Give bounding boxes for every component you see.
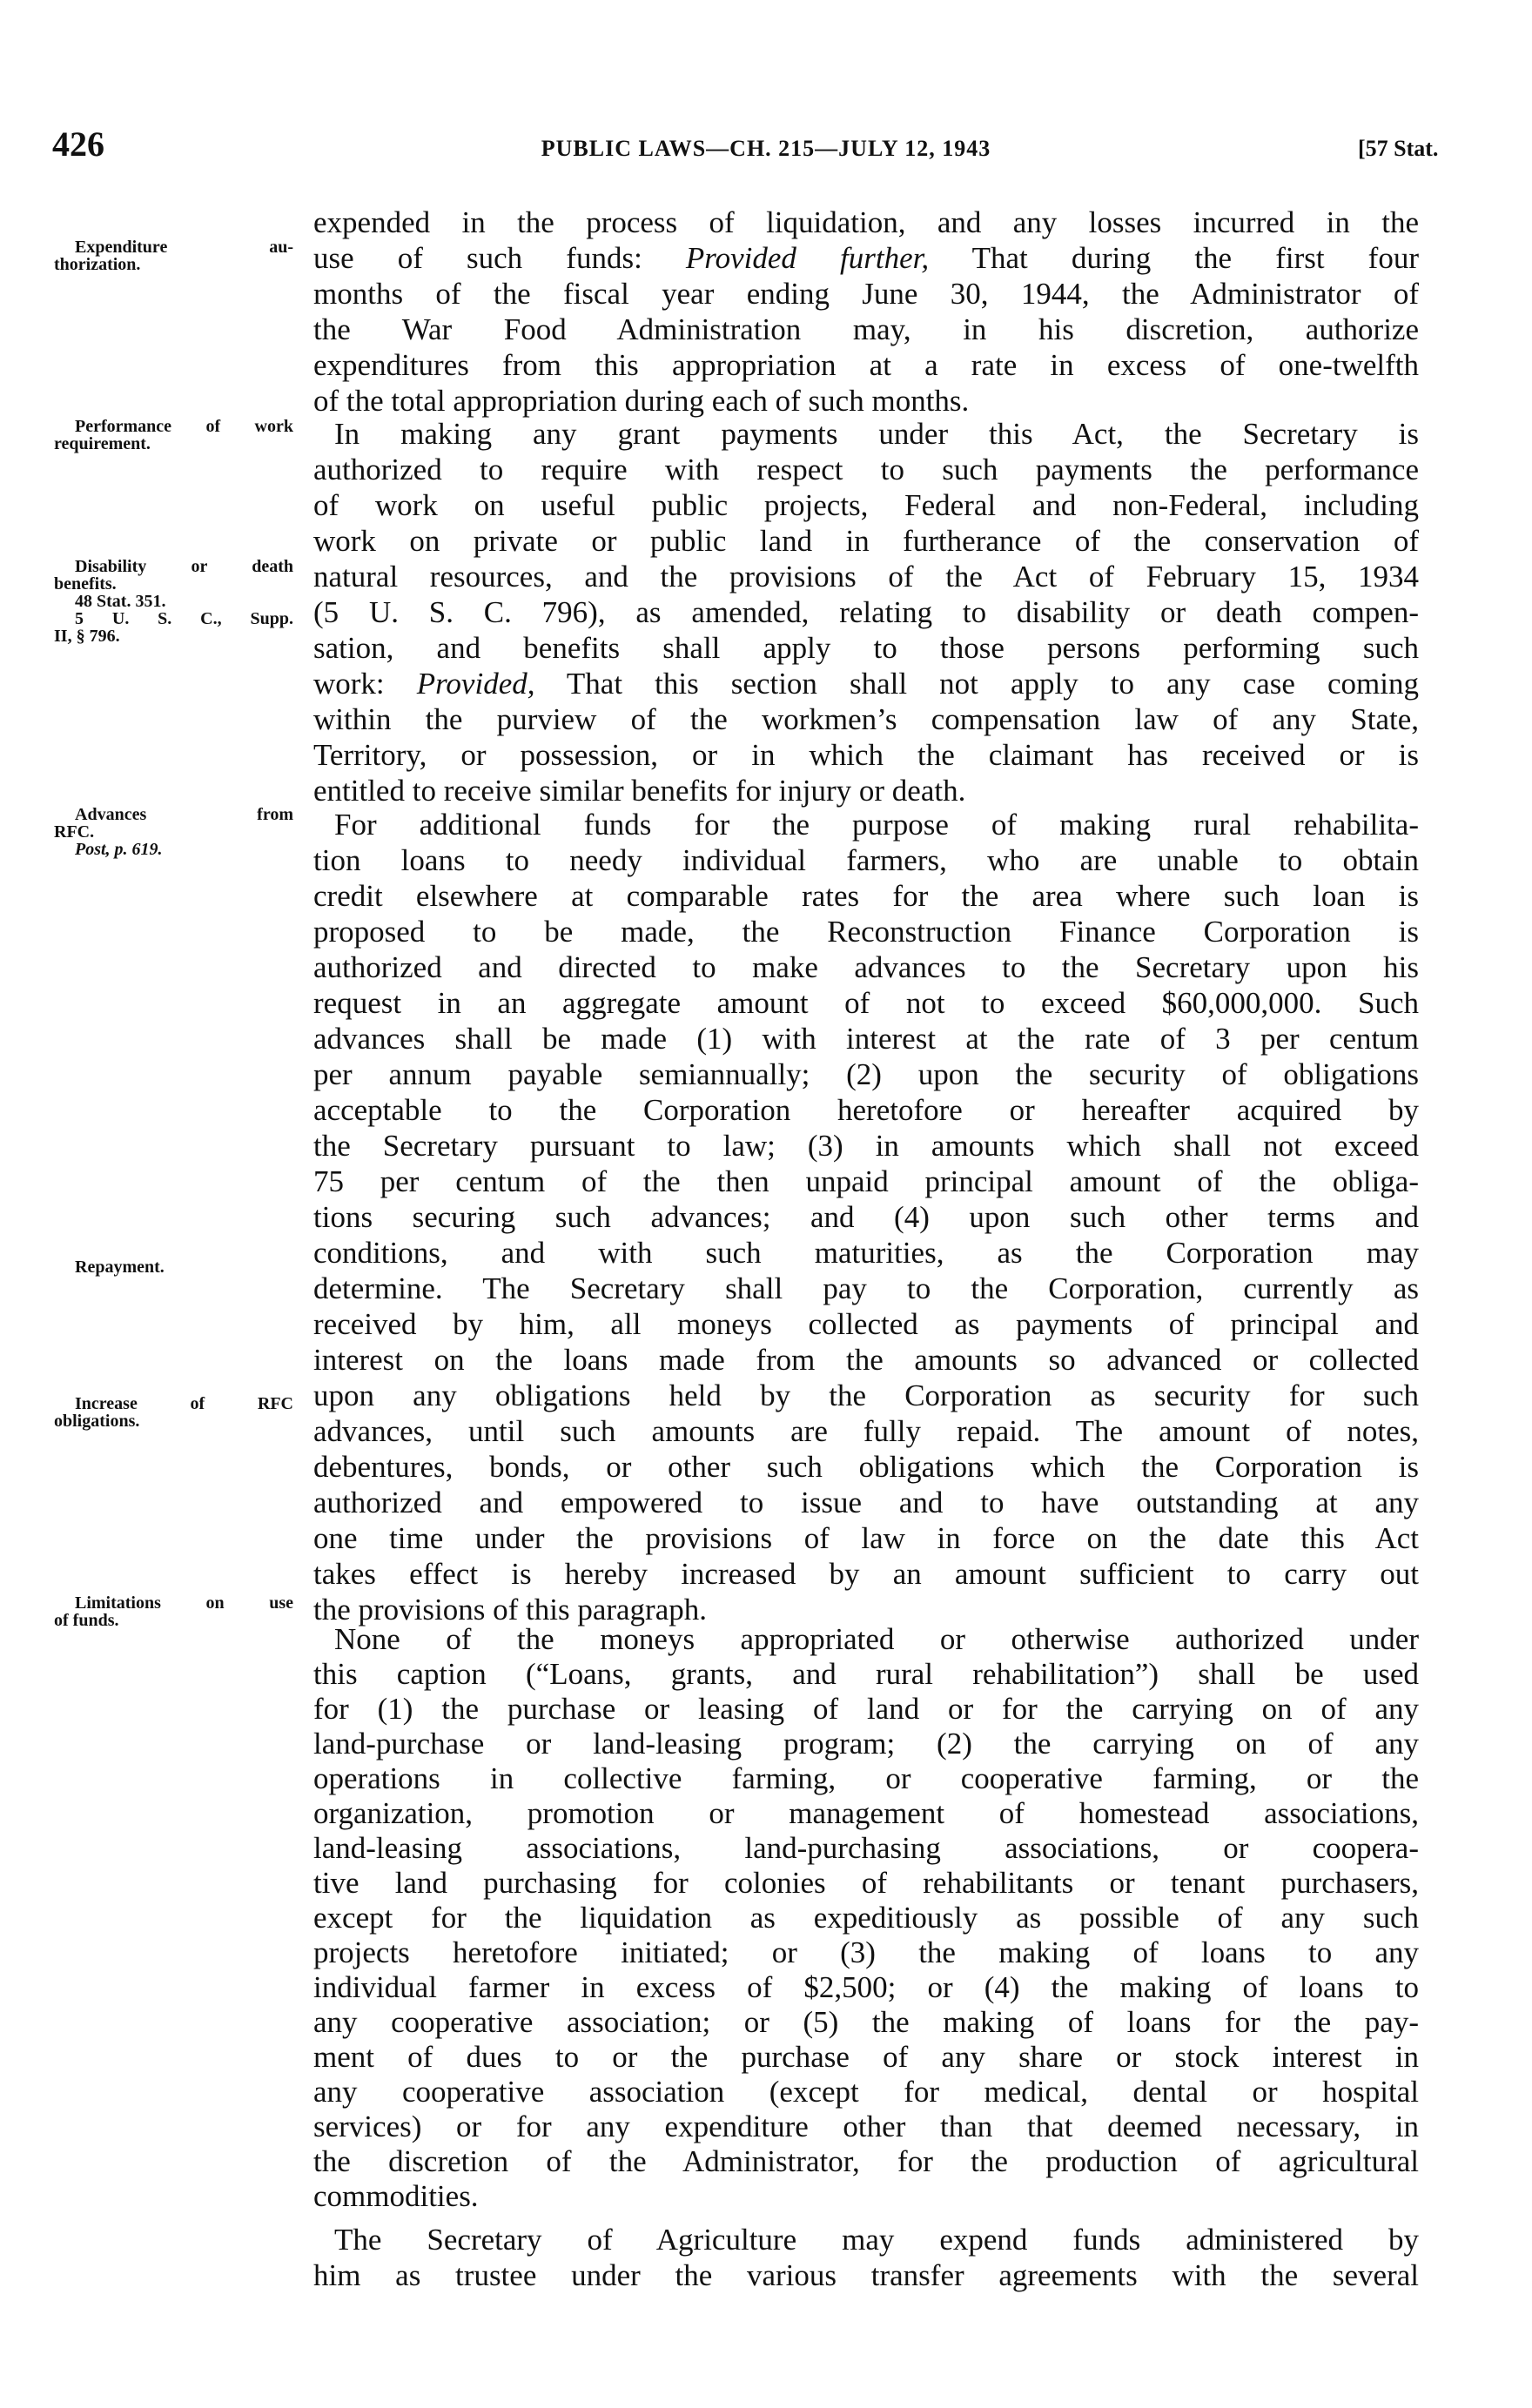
text-line [313,383,1419,419]
note-text: thorization. [54,255,141,274]
margin-note-increase-rfc-obligations [54,1395,293,1430]
text-segment: tion loans to needy individual farmers, who are unable to obtain [313,843,1419,877]
cross-reference: Post, p. 619. [75,840,163,859]
text-segment: debentures, bonds, or other such obligations which the Corporation is [313,1450,1419,1484]
text-line [313,1306,1419,1342]
margin-note-advances-from-rfc [54,806,293,858]
text-segment: any cooperative association; or (5) the making of loans for the pay- [313,2005,1419,2039]
text-segment: any cooperative association (except for medical, dental or hospital [313,2075,1419,2109]
text-segment: advances, until such amounts are fully repaid. The amount of notes, [313,1414,1419,1448]
text-segment: except for the liquidation as expeditiously as possible of any such [313,1901,1419,1935]
running-head: PUBLIC LAWS—CH. 215—JULY 12, 1943 [541,136,991,161]
text-line [313,452,1419,487]
note-text: Advances from [75,805,293,824]
text-segment: (5 U. S. C. 796), as amended, relating to disability or death compen- [313,595,1419,629]
text-segment: credit elsewhere at comparable rates for the area where such loan is [313,879,1419,913]
text-line [313,2040,1419,2075]
text-segment: entitled to receive similar benefits for injury or death. [313,774,966,808]
text-line [313,2144,1419,2179]
page-number: 426 [52,124,104,164]
text-line [313,737,1419,773]
text-segment: upon any obligations held by the Corporation as security for such [313,1378,1419,1412]
text-segment: authorized and empowered to issue and to have outstanding at any [313,1486,1419,1519]
text-line [313,240,1419,276]
margin-note-repayment [54,1258,293,1276]
text-segment: interest on the loans made from the amounts so advanced or collected [313,1343,1419,1377]
italic-proviso: Provided, [416,667,535,701]
paragraph-trustee-funds [313,2222,1419,2293]
text-line [313,2075,1419,2110]
text-segment: organization, promotion or management of homestead associations, [313,1796,1419,1830]
text-line [313,1485,1419,1520]
text-line [313,1866,1419,1901]
text-segment: ment of dues to or the purchase of any share or stock interest in [313,2040,1419,2074]
text-line [313,842,1419,878]
text-line [313,878,1419,914]
text-segment: him as trustee under the various transfer agreements with the several [313,2258,1419,2292]
text-segment: the provisions of this paragraph. [313,1593,707,1627]
text-segment: work: [313,667,417,701]
paragraph-expenditure [313,205,1419,419]
text-line [313,1935,1419,1970]
text-line [313,1970,1419,2005]
text-line [313,2110,1419,2144]
text-line [313,1727,1419,1761]
text-line [313,2179,1419,2214]
paragraph-rfc-advances [313,807,1419,1627]
text-line [313,205,1419,240]
note-text: Expenditure au- [75,238,293,257]
text-segment: commodities. [313,2179,479,2213]
text-line [313,1449,1419,1485]
text-line [313,1556,1419,1592]
note-text: Repayment. [75,1258,165,1277]
text-line [313,487,1419,523]
text-line [313,1378,1419,1413]
text-segment: authorized and directed to make advances to the Secretary upon his [313,950,1419,984]
text-segment: conditions, and with such maturities, as the Corporation may [313,1236,1419,1270]
text-segment: this caption (“Loans, grants, and rural rehabilitation”) shall be used [313,1657,1419,1691]
text-segment: That this section shall not apply to any case coming [534,667,1420,701]
text-segment: Territory, or possession, or in which the claimant has received or is [313,738,1419,772]
text-line [313,1520,1419,1556]
text-line [313,312,1419,347]
note-text: requirement. [54,434,151,453]
note-text: benefits. [54,574,117,594]
text-line [313,1692,1419,1727]
text-segment: determine. The Secretary shall pay to the Corporation, currently as [313,1271,1419,1305]
text-segment: sation, and benefits shall apply to those persons performing such [313,631,1419,665]
text-segment: work on private or public land in furtherance of the conservation of [313,524,1419,558]
note-text: obligations. [54,1412,140,1431]
text-segment: for (1) the purchase or leasing of land or for the carrying on of any [313,1692,1419,1726]
text-segment: months of the fiscal year ending June 30, 1944, the Administrator of [313,277,1419,311]
text-segment: one time under the provisions of law in force on the date this Act [313,1521,1419,1555]
text-line [313,1622,1419,1657]
text-line [313,666,1419,701]
paragraph-work-requirement [313,416,1419,808]
text-line [313,1901,1419,1935]
text-segment: services) or for any expenditure other than that deemed necessary, in [313,2110,1419,2143]
margin-note-performance-of-work [54,418,293,453]
text-line [313,523,1419,559]
text-segment: tions securing such advances; and (4) upon such other terms and [313,1200,1419,1234]
text-line [313,949,1419,985]
margin-note-disability-benefits [54,558,293,645]
text-segment: per annum payable semiannually; (2) upon the security of obligations [313,1057,1419,1091]
text-line [313,1796,1419,1831]
text-line [313,416,1419,452]
text-segment: None of the moneys appropriated or otherwise authorized under [334,1622,1419,1656]
note-text: Increase of RFC [75,1394,293,1413]
text-segment: takes effect is hereby increased by an amount sufficient to carry out [313,1557,1419,1591]
text-segment: tive land purchasing for colonies of rehabilitants or tenant purchasers, [313,1866,1419,1900]
margin-note-expenditure-authorization [54,238,293,273]
paragraph-limitations [313,1622,1419,2214]
text-segment: The Secretary of Agriculture may expend funds administered by [334,2223,1419,2257]
text-segment: the discretion of the Administrator, for the production of agricultural [313,2144,1419,2178]
text-line [313,347,1419,383]
text-segment: of the total appropriation during each of such months. [313,384,970,418]
note-text: of funds. [54,1611,119,1630]
text-segment: advances shall be made (1) with interest at the rate of 3 per centum [313,1022,1419,1056]
usc-citation: 5 U. S. C., Supp. [75,609,293,628]
text-line [313,276,1419,312]
text-line [313,2222,1419,2257]
text-line [313,2005,1419,2040]
text-line [313,1164,1419,1199]
text-segment: expended in the process of liquidation, and any losses incurred in the [313,205,1419,239]
usc-citation: II, § 796. [54,627,120,646]
text-segment: land-leasing associations, land-purchasing associations, or coopera- [313,1831,1419,1865]
volume-reference: [57 Stat. [1358,136,1439,161]
text-line [313,701,1419,737]
text-line [313,807,1419,842]
text-line [313,1342,1419,1378]
text-line [313,1657,1419,1692]
text-line [313,985,1419,1021]
text-segment: request in an aggregate amount of not to exceed $60,000,000. Such [313,986,1419,1020]
text-line [313,1092,1419,1128]
text-line [313,914,1419,949]
text-segment: 75 per centum of the then unpaid principal amount of the obliga- [313,1164,1419,1198]
note-text: Limitations on use [75,1593,293,1613]
text-segment: within the purview of the workmen’s compensation law of any State, [313,702,1419,736]
text-line [313,559,1419,594]
text-line [313,1056,1419,1092]
note-text: Disability or death [75,557,293,576]
text-line [313,1199,1419,1235]
text-segment: received by him, all moneys collected as payments of principal and [313,1307,1419,1341]
text-line [313,1413,1419,1449]
text-segment: acceptable to the Corporation heretofore or hereafter acquired by [313,1093,1419,1127]
text-segment: land-purchase or land-leasing program; (2) the carrying on of any [313,1727,1419,1761]
text-segment: of work on useful public projects, Federal and non-Federal, including [313,488,1419,522]
margin-note-limitations-on-funds [54,1594,293,1629]
text-line [313,773,1419,808]
italic-proviso: Provided further, [685,241,930,275]
text-segment: That during the first four [929,241,1419,275]
text-segment: projects heretofore initiated; or (3) the making of loans to any [313,1935,1419,1969]
note-text: Performance of work [75,417,293,436]
text-segment: For additional funds for the purpose of making rural rehabilita- [334,808,1419,842]
text-segment: the Secretary pursuant to law; (3) in amounts which shall not exceed [313,1129,1419,1163]
text-segment: use of such funds: [313,241,686,275]
text-segment: operations in collective farming, or cooperative farming, or the [313,1761,1419,1795]
text-segment: proposed to be made, the Reconstruction Finance Corporation is [313,915,1419,949]
text-segment: authorized to require with respect to such payments the performance [313,453,1419,486]
text-segment: natural resources, and the provisions of the Act of February 15, 1934 [313,560,1419,594]
statute-citation: 48 Stat. 351. [75,592,166,611]
text-line [313,1761,1419,1796]
text-segment: In making any grant payments under this Act, the Secretary is [334,417,1419,451]
text-segment: expenditures from this appropriation at a rate in excess of one-twelfth [313,348,1419,382]
text-line [313,594,1419,630]
text-line [313,1831,1419,1866]
text-line [313,2257,1419,2293]
text-line [313,1271,1419,1306]
text-segment: individual farmer in excess of $2,500; or (4) the making of loans to [313,1970,1419,2004]
text-line [313,630,1419,666]
text-line [313,1128,1419,1164]
text-line [313,1021,1419,1056]
text-segment: the War Food Administration may, in his discretion, authorize [313,312,1419,346]
text-line [313,1235,1419,1271]
note-text: RFC. [54,822,95,842]
